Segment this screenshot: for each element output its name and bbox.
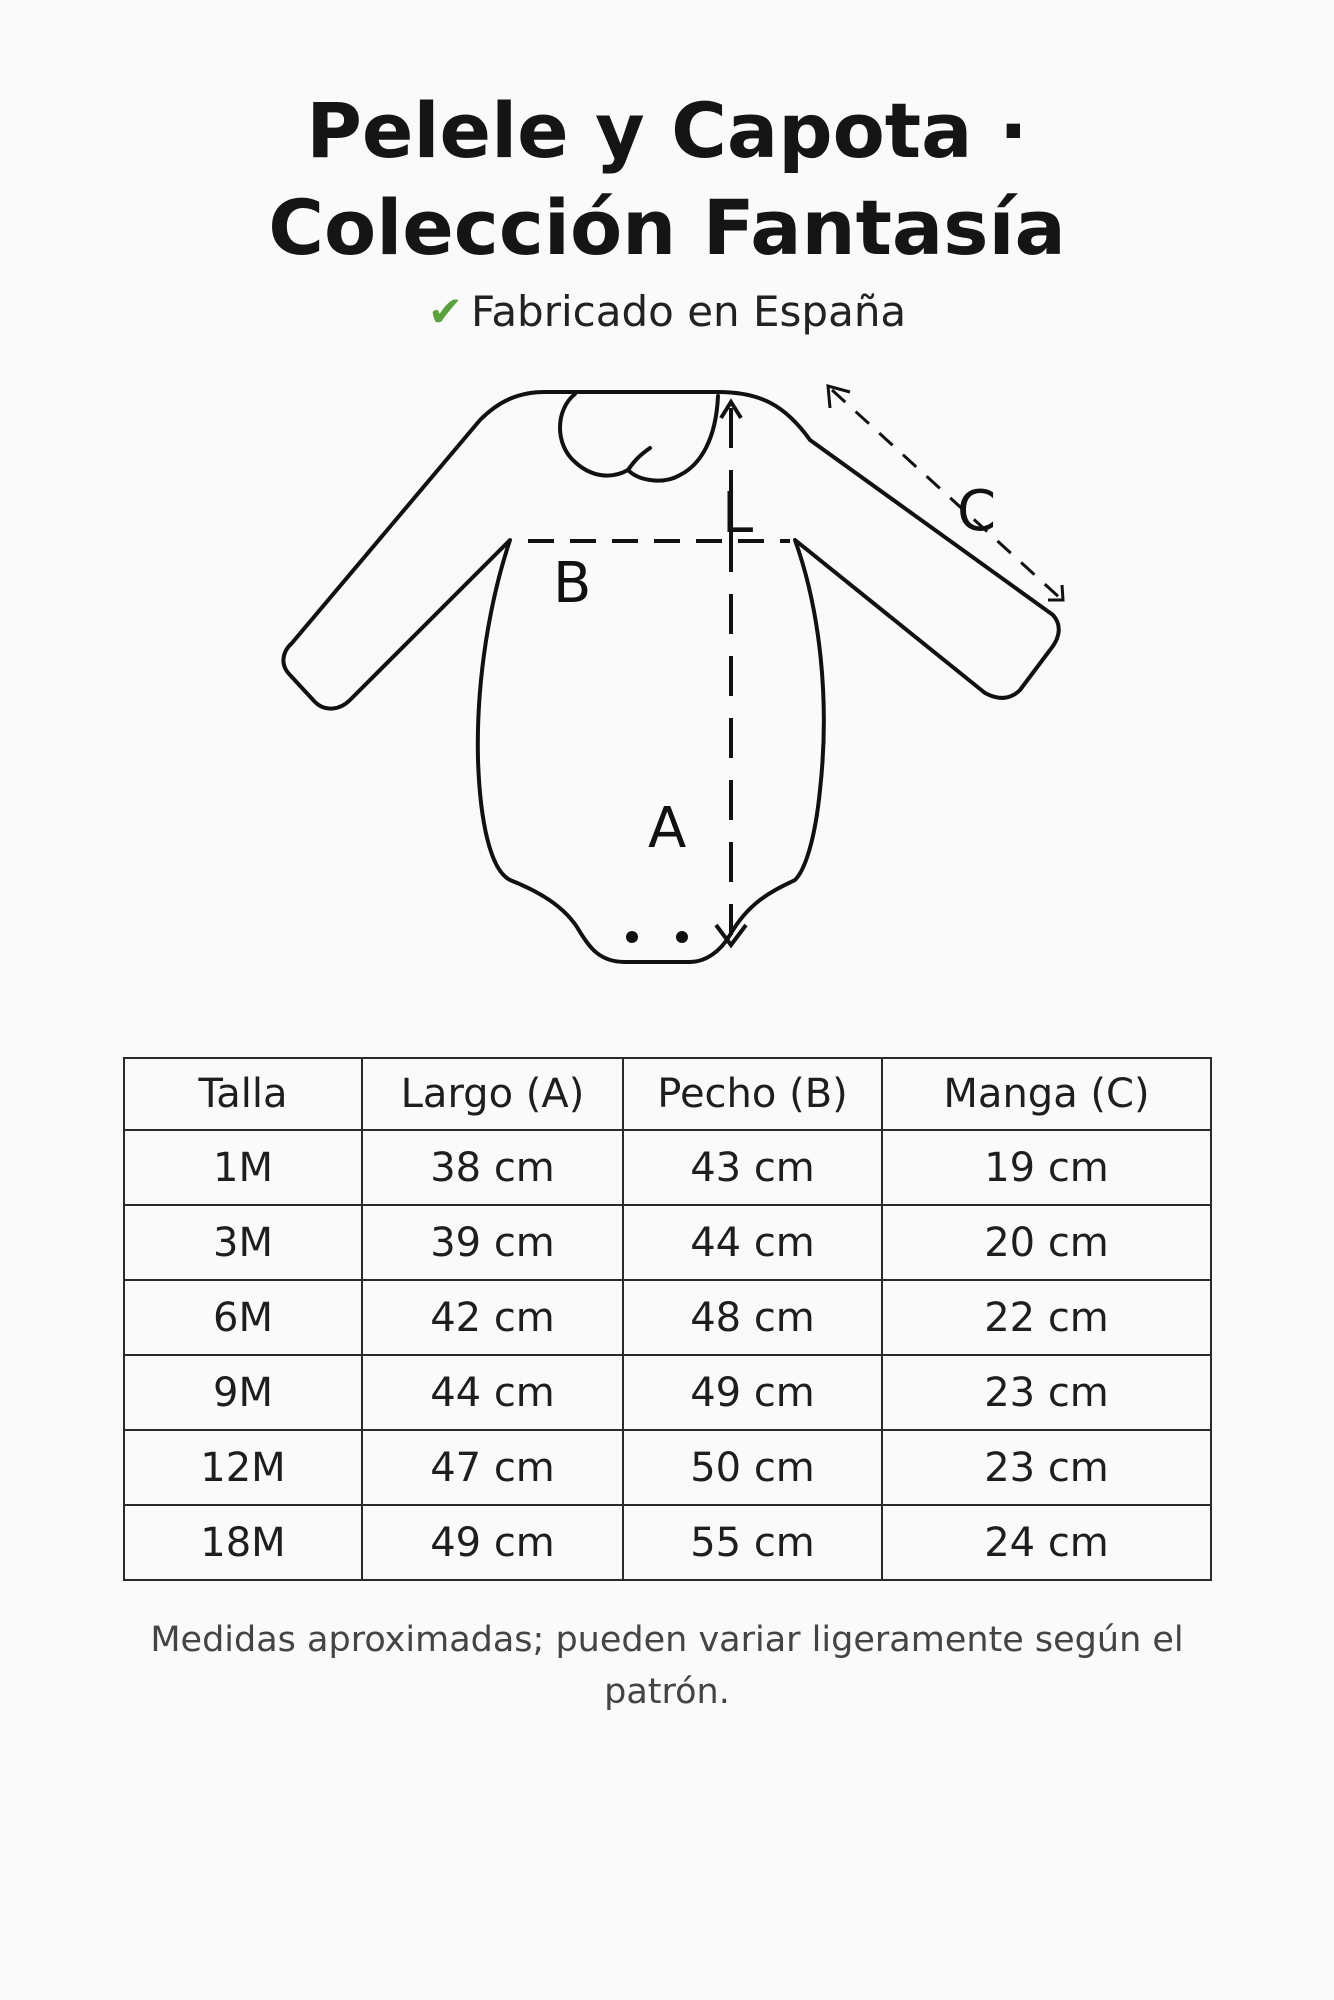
cell-size: 1M — [124, 1130, 362, 1205]
title-line-1: Pelele y Capota · — [306, 86, 1028, 175]
cell-length: 38 cm — [362, 1130, 623, 1205]
table-row — [124, 1205, 1211, 1280]
check-icon: ✔ — [427, 287, 464, 336]
label-b: B — [553, 551, 592, 616]
cell-length: 39 cm — [362, 1205, 623, 1280]
cell-sleeve: 24 cm — [882, 1505, 1211, 1580]
cell-chest: 48 cm — [623, 1280, 882, 1355]
table-row — [124, 1130, 1211, 1205]
cell-sleeve: 20 cm — [882, 1205, 1211, 1280]
column-header-length: Largo (A) — [362, 1058, 623, 1130]
cell-chest: 49 cm — [623, 1355, 882, 1430]
cell-size: 6M — [124, 1280, 362, 1355]
label-a: A — [648, 796, 687, 861]
cell-size: 12M — [124, 1430, 362, 1505]
cell-length: 42 cm — [362, 1280, 623, 1355]
snap-dot-2 — [676, 931, 688, 943]
snap-dot-1 — [626, 931, 638, 943]
cell-length: 44 cm — [362, 1355, 623, 1430]
made-in-text: Fabricado en España — [471, 287, 907, 336]
collar-outline — [560, 394, 718, 481]
cell-sleeve: 23 cm — [882, 1355, 1211, 1430]
cell-chest: 55 cm — [623, 1505, 882, 1580]
collar-divider — [628, 448, 650, 470]
made-in-badge — [0, 286, 1334, 338]
label-c: C — [957, 479, 997, 544]
table-row — [124, 1430, 1211, 1505]
table-row — [124, 1505, 1211, 1580]
table-header-row — [124, 1058, 1211, 1130]
measurement-note: Medidas aproximadas; pueden variar ligeramente según el patrón. — [150, 1620, 1184, 1712]
column-header-size: Talla — [124, 1058, 362, 1130]
cell-size: 3M — [124, 1205, 362, 1280]
cell-length: 49 cm — [362, 1505, 623, 1580]
sleeve-measure-line — [832, 390, 1060, 598]
cell-sleeve: 23 cm — [882, 1430, 1211, 1505]
size-table — [123, 1057, 1212, 1581]
cell-sleeve: 22 cm — [882, 1280, 1211, 1355]
table-row — [124, 1355, 1211, 1430]
page-title — [0, 82, 1334, 276]
table-row — [124, 1280, 1211, 1355]
column-header-sleeve: Manga (C) — [882, 1058, 1211, 1130]
label-l: L — [722, 481, 754, 546]
cell-size: 9M — [124, 1355, 362, 1430]
bodysuit-diagram — [260, 360, 1080, 980]
cell-length: 47 cm — [362, 1430, 623, 1505]
column-header-chest: Pecho (B) — [623, 1058, 882, 1130]
cell-sleeve: 19 cm — [882, 1130, 1211, 1205]
cell-chest: 43 cm — [623, 1130, 882, 1205]
cell-size: 18M — [124, 1505, 362, 1580]
cell-chest: 50 cm — [623, 1430, 882, 1505]
cell-chest: 44 cm — [623, 1205, 882, 1280]
title-line-2: Colección Fantasía — [268, 183, 1066, 272]
